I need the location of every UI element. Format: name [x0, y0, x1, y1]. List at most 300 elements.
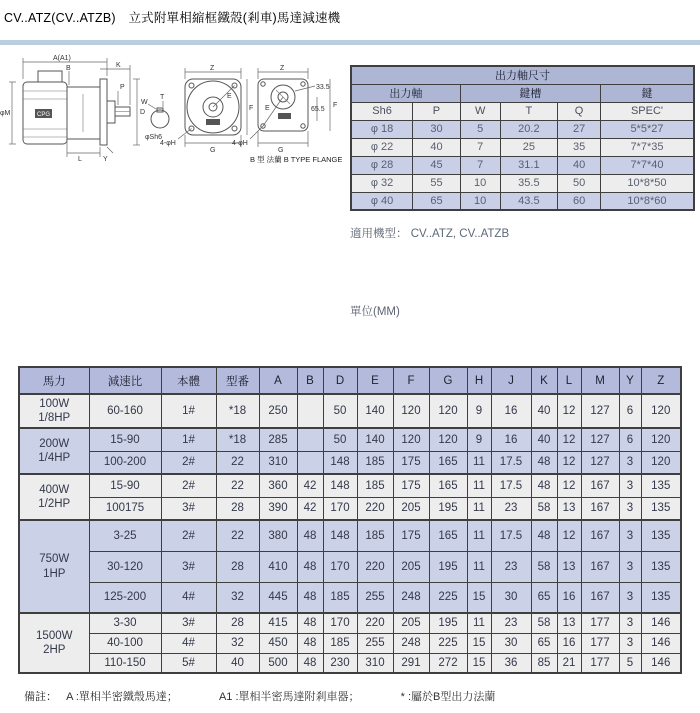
spec-cell: 13 [557, 551, 581, 582]
spec-cell: 120 [429, 394, 467, 428]
spec-cell: 48 [297, 633, 323, 653]
spec-column-header: E [357, 367, 393, 394]
shaft-cell: 35 [558, 138, 601, 156]
spec-cell: 28 [216, 551, 259, 582]
spec-cell: 445 [259, 582, 297, 613]
spec-cell: 15-90 [89, 428, 161, 451]
spec-cell: 167 [581, 582, 619, 613]
shaft-cell: 10*8*50 [600, 174, 694, 192]
spec-cell: 12 [557, 451, 581, 474]
spec-cell: 380 [259, 520, 297, 551]
spec-cell: 16 [557, 633, 581, 653]
spec-cell: 125-200 [89, 582, 161, 613]
spec-cell: 16 [491, 394, 531, 428]
dim-t-label: T [160, 94, 165, 101]
spec-cell: 205 [393, 497, 429, 520]
spec-cell: 40 [531, 394, 557, 428]
shaft-cell: 5 [460, 120, 500, 138]
shaft-column-header: P [413, 102, 461, 120]
spec-cell: 15 [467, 653, 491, 673]
spec-cell [297, 428, 323, 451]
power-cell [19, 520, 89, 613]
spec-cell: 65 [531, 633, 557, 653]
spec-cell: 148 [323, 474, 357, 497]
spec-cell: 12 [557, 520, 581, 551]
spec-cell: 500 [259, 653, 297, 673]
group-output-shaft: 出力軸 [351, 84, 460, 102]
shaft-cell: 40 [413, 138, 461, 156]
spec-cell: 185 [357, 474, 393, 497]
spec-cell: 4# [161, 633, 216, 653]
shaft-column-header: Sh6 [351, 102, 413, 120]
spec-cell: 250 [259, 394, 297, 428]
spec-cell: 22 [216, 474, 259, 497]
spec-cell: 15 [467, 582, 491, 613]
spec-cell: 9 [467, 428, 491, 451]
spec-cell: 195 [429, 497, 467, 520]
power-cell [19, 474, 89, 520]
dim-d-label: D [140, 109, 146, 116]
spec-cell: 195 [429, 551, 467, 582]
spec-cell: 48 [297, 653, 323, 673]
spec-table-row [19, 394, 681, 428]
spec-cell: 16 [491, 428, 531, 451]
spec-cell: 146 [641, 613, 681, 633]
power-line: 1/8HP [38, 412, 71, 424]
dim-holes2-label: 4-φH [232, 140, 248, 147]
shaft-cell: φ 22 [351, 138, 413, 156]
dim-f-label: F [249, 105, 254, 112]
spec-cell: 148 [323, 520, 357, 551]
spec-cell: 100-200 [89, 451, 161, 474]
spec-cell: 310 [259, 451, 297, 474]
shaft-cell: 50 [558, 174, 601, 192]
spec-cell: 60-160 [89, 394, 161, 428]
shaft-column-header: T [500, 102, 558, 120]
shaft-table-row [351, 120, 694, 138]
shaft-cell: 27 [558, 120, 601, 138]
shaft-cell: 7*7*35 [600, 138, 694, 156]
shaft-cell: 43.5 [500, 192, 558, 210]
spec-cell: 310 [357, 653, 393, 673]
spec-cell: 3 [619, 613, 641, 633]
spec-cell: 15 [467, 633, 491, 653]
spec-cell: 167 [581, 551, 619, 582]
spec-cell: 23 [491, 551, 531, 582]
spec-cell: 135 [641, 474, 681, 497]
spec-cell: 248 [393, 582, 429, 613]
spec-cell: 120 [641, 451, 681, 474]
spec-cell: 48 [297, 551, 323, 582]
dim-y-label: Y [103, 156, 108, 163]
power-line: 1/4HP [38, 452, 71, 464]
dim-f2-label: F [333, 102, 338, 109]
spec-cell: 4# [161, 582, 216, 613]
spec-cell: 65 [531, 582, 557, 613]
spec-cell: 30 [491, 582, 531, 613]
shaft-cell: 30 [413, 120, 461, 138]
spec-cell: 175 [393, 474, 429, 497]
spec-table-row [19, 520, 681, 551]
spec-cell: 42 [297, 474, 323, 497]
spec-cell: 148 [323, 451, 357, 474]
spec-cell: 48 [297, 520, 323, 551]
dim-p-label: P [120, 84, 125, 91]
spec-cell: 205 [393, 613, 429, 633]
spec-cell: 12 [557, 428, 581, 451]
spec-cell: 140 [357, 394, 393, 428]
shaft-table-row [351, 174, 694, 192]
spec-cell: 390 [259, 497, 297, 520]
power-line: 1HP [43, 567, 66, 580]
shaft-column-header: Q [558, 102, 601, 120]
spec-cell: 2# [161, 520, 216, 551]
spec-cell: 3 [619, 551, 641, 582]
shaft-cell: φ 28 [351, 156, 413, 174]
spec-table-row [19, 613, 681, 633]
shaft-cell: 7 [460, 138, 500, 156]
side-view-drawing [0, 55, 145, 163]
shaft-cell: 45 [413, 156, 461, 174]
dim-z-label: Z [210, 65, 215, 72]
spec-cell: 17.5 [491, 520, 531, 551]
spec-cell: 30 [491, 633, 531, 653]
applicable-value: CV..ATZ, CV..ATZB [410, 228, 510, 240]
spec-cell: 225 [429, 582, 467, 613]
spec-cell: 11 [467, 613, 491, 633]
spec-column-header: J [491, 367, 531, 394]
spec-cell: 28 [216, 613, 259, 633]
spec-cell: 146 [641, 653, 681, 673]
spec-cell: 146 [641, 633, 681, 653]
spec-cell: 36 [491, 653, 531, 673]
spec-column-header: D [323, 367, 357, 394]
spec-cell: 167 [581, 520, 619, 551]
spec-cell: 225 [429, 633, 467, 653]
spec-cell: 127 [581, 451, 619, 474]
spec-cell: 410 [259, 551, 297, 582]
spec-cell: 40 [531, 428, 557, 451]
power-line: 750W [39, 553, 70, 566]
spec-cell: 170 [323, 613, 357, 633]
spec-cell: 120 [393, 428, 429, 451]
dim-e-label: E [227, 93, 232, 100]
dim-k-label: K [116, 62, 121, 69]
spec-cell: 120 [641, 428, 681, 451]
shaft-cell: 25 [500, 138, 558, 156]
spec-table-row [19, 551, 681, 582]
spec-table-row [19, 497, 681, 520]
spec-cell: 3 [619, 582, 641, 613]
spec-cell: 185 [323, 582, 357, 613]
spec-table-row [19, 582, 681, 613]
power-line: 2HP [43, 644, 66, 656]
spec-table [18, 366, 682, 674]
page-title: CV..ATZ(CV..ATZB) 立式附單相縮框鐵殼(剎車)馬達減速機 [4, 11, 341, 25]
spec-cell: 40 [216, 653, 259, 673]
spec-cell: 170 [323, 551, 357, 582]
spec-cell: 40-100 [89, 633, 161, 653]
spec-cell: 12 [557, 474, 581, 497]
power-line: 1500W [36, 629, 73, 642]
spec-cell: 175 [393, 520, 429, 551]
spec-column-header: M [581, 367, 619, 394]
shaft-cell: 20.2 [500, 120, 558, 138]
shaft-table-row [351, 138, 694, 156]
spec-cell: 21 [557, 653, 581, 673]
spec-cell: 48 [531, 474, 557, 497]
spec-cell: 3 [619, 633, 641, 653]
spec-column-header: A [259, 367, 297, 394]
spec-cell: 140 [357, 428, 393, 451]
power-line: 1/2HP [38, 498, 71, 510]
spec-cell: 195 [429, 613, 467, 633]
spec-cell: 30-120 [89, 551, 161, 582]
shaft-column-header: W [460, 102, 500, 120]
footnote-prefix: 備註： [24, 691, 57, 703]
shaft-cell: 35.5 [500, 174, 558, 192]
spec-cell: 220 [357, 497, 393, 520]
spec-cell: 165 [429, 451, 467, 474]
spec-cell: 3 [619, 474, 641, 497]
spec-cell: 32 [216, 582, 259, 613]
spec-cell: *18 [216, 394, 259, 428]
spec-cell: 22 [216, 451, 259, 474]
shaft-cell: 10 [460, 174, 500, 192]
spec-cell: 110-150 [89, 653, 161, 673]
spec-cell: 16 [557, 582, 581, 613]
unit-note: 單位(MM) [350, 306, 400, 318]
dim-g2-label: G [278, 147, 284, 154]
spec-column-header: 型番 [216, 367, 259, 394]
shaft-cell: 7*7*40 [600, 156, 694, 174]
spec-cell: 360 [259, 474, 297, 497]
spec-cell: 11 [467, 551, 491, 582]
spec-cell: *18 [216, 428, 259, 451]
spec-cell: 3# [161, 613, 216, 633]
spec-cell: 120 [429, 428, 467, 451]
spec-column-header: B [297, 367, 323, 394]
power-line: 400W [39, 483, 70, 496]
spec-cell: 170 [323, 497, 357, 520]
spec-cell: 185 [323, 633, 357, 653]
spec-cell: 127 [581, 394, 619, 428]
spec-cell: 58 [531, 497, 557, 520]
spec-cell: 13 [557, 613, 581, 633]
power-cell [19, 428, 89, 474]
spec-cell: 3-30 [89, 613, 161, 633]
spec-cell: 12 [557, 394, 581, 428]
spec-cell: 3 [619, 497, 641, 520]
spec-cell: 177 [581, 653, 619, 673]
shaft-cell: 10*8*60 [600, 192, 694, 210]
spec-cell: 17.5 [491, 451, 531, 474]
spec-cell: 3-25 [89, 520, 161, 551]
spec-cell: 255 [357, 582, 393, 613]
spec-cell: 11 [467, 520, 491, 551]
spec-cell: 177 [581, 633, 619, 653]
spec-cell: 58 [531, 551, 557, 582]
spec-cell: 50 [323, 394, 357, 428]
spec-table-row [19, 633, 681, 653]
spec-table-row [19, 474, 681, 497]
dim-m-label: φM [0, 110, 11, 117]
spec-table-header-row [19, 367, 681, 394]
footnote [24, 688, 700, 704]
footnote-item: A1 :單相半密馬達附剎車器； [218, 691, 360, 703]
shaft-table-title-row [351, 66, 694, 84]
spec-cell: 165 [429, 474, 467, 497]
motor-drawing [0, 49, 350, 184]
group-key: 鍵 [600, 84, 694, 102]
spec-cell: 11 [467, 497, 491, 520]
power-line: 100W [39, 397, 70, 410]
shaft-cell: 55 [413, 174, 461, 192]
spec-cell: 185 [357, 520, 393, 551]
spec-cell: 3 [619, 451, 641, 474]
spec-table-row [19, 451, 681, 474]
spec-column-header: K [531, 367, 557, 394]
shaft-cell: 60 [558, 192, 601, 210]
dim-335-label: 33.5 [316, 84, 330, 91]
spec-cell [297, 451, 323, 474]
footnote-item: * :屬於B型出力法蘭 [400, 691, 496, 703]
spec-cell: 1# [161, 428, 216, 451]
spec-cell: 48 [531, 520, 557, 551]
spec-cell: 42 [297, 497, 323, 520]
shaft-cell: 31.1 [500, 156, 558, 174]
power-cell [19, 394, 89, 428]
dim-w-label: W [141, 99, 148, 106]
spec-cell: 6 [619, 428, 641, 451]
spec-cell: 5 [619, 653, 641, 673]
shaft-table-row [351, 156, 694, 174]
b-flange-caption: B 型 法蘭 B TYPE FLANGE [250, 155, 343, 164]
applicable-models [350, 225, 698, 241]
dim-a-label: A(A1) [53, 55, 71, 62]
shaft-cell: 5*5*27 [600, 120, 694, 138]
shaft-cell: 10 [460, 192, 500, 210]
spec-cell: 6 [619, 394, 641, 428]
spec-cell: 28 [216, 497, 259, 520]
spec-cell: 48 [531, 451, 557, 474]
spec-cell: 135 [641, 551, 681, 582]
power-line: 200W [39, 437, 70, 450]
shaft-table-column-row [351, 102, 694, 120]
spec-cell: 11 [467, 474, 491, 497]
spec-cell: 32 [216, 633, 259, 653]
spec-cell: 167 [581, 474, 619, 497]
spec-cell: 220 [357, 551, 393, 582]
spec-cell: 2# [161, 451, 216, 474]
spec-column-header: H [467, 367, 491, 394]
spec-cell: 165 [429, 520, 467, 551]
spec-cell: 17.5 [491, 474, 531, 497]
spec-cell: 120 [641, 394, 681, 428]
spec-cell: 185 [357, 451, 393, 474]
dim-g-label: G [210, 147, 216, 154]
shaft-dimensions-table [350, 65, 695, 211]
spec-cell: 135 [641, 582, 681, 613]
dim-sh6-label: φSh6 [145, 134, 162, 141]
spec-column-header: Y [619, 367, 641, 394]
spec-cell: 3# [161, 497, 216, 520]
spec-cell: 3# [161, 551, 216, 582]
spec-cell: 167 [581, 497, 619, 520]
group-keyway: 鍵槽 [460, 84, 600, 102]
shaft-cell: 40 [558, 156, 601, 174]
spec-cell: 220 [357, 613, 393, 633]
spec-cell: 13 [557, 497, 581, 520]
spec-cell: 127 [581, 428, 619, 451]
spec-cell: 50 [323, 428, 357, 451]
dim-l-label: L [78, 156, 82, 163]
dim-z2-label: Z [280, 65, 285, 72]
spec-cell: 135 [641, 497, 681, 520]
spec-cell: 120 [393, 394, 429, 428]
spec-cell: 285 [259, 428, 297, 451]
spec-table-row [19, 653, 681, 673]
spec-cell: 2# [161, 474, 216, 497]
spec-column-header: 本體 [161, 367, 216, 394]
technical-drawings [0, 45, 350, 360]
shaft-cell: φ 32 [351, 174, 413, 192]
shaft-cell: φ 40 [351, 192, 413, 210]
dim-holes-label: 4-φH [160, 140, 176, 147]
spec-column-header: F [393, 367, 429, 394]
spec-cell: 272 [429, 653, 467, 673]
spec-cell: 23 [491, 613, 531, 633]
spec-cell: 205 [393, 551, 429, 582]
shaft-table-group-row [351, 84, 694, 102]
shaft-detail-drawing [141, 94, 169, 141]
right-column [350, 45, 698, 360]
spec-cell: 11 [467, 451, 491, 474]
spec-cell: 135 [641, 520, 681, 551]
top-section [0, 45, 700, 360]
spec-column-header: L [557, 367, 581, 394]
spec-column-header: Z [641, 367, 681, 394]
dim-655-label: 65.5 [311, 106, 325, 113]
spec-cell: 15-90 [89, 474, 161, 497]
shaft-cell: 7 [460, 156, 500, 174]
spec-cell: 1# [161, 394, 216, 428]
footnote-item: A :單相半密鐵殼馬達； [66, 691, 178, 703]
shaft-cell: 65 [413, 192, 461, 210]
shaft-cell: φ 18 [351, 120, 413, 138]
spec-cell: 3 [619, 520, 641, 551]
shaft-table-row [351, 192, 694, 210]
dim-b-label: B [66, 65, 71, 72]
spec-cell: 175 [393, 451, 429, 474]
spec-column-header: G [429, 367, 467, 394]
applicable-label: 適用機型： [350, 228, 408, 240]
spec-cell: 291 [393, 653, 429, 673]
spec-cell: 177 [581, 613, 619, 633]
spec-cell: 48 [297, 613, 323, 633]
spec-cell: 5# [161, 653, 216, 673]
spec-cell: 450 [259, 633, 297, 653]
spec-cell: 48 [297, 582, 323, 613]
spec-cell [297, 394, 323, 428]
spec-cell: 85 [531, 653, 557, 673]
b-flange-drawing [232, 65, 342, 164]
spec-cell: 23 [491, 497, 531, 520]
spec-cell: 58 [531, 613, 557, 633]
spec-cell: 230 [323, 653, 357, 673]
spec-cell: 9 [467, 394, 491, 428]
power-cell [19, 613, 89, 673]
